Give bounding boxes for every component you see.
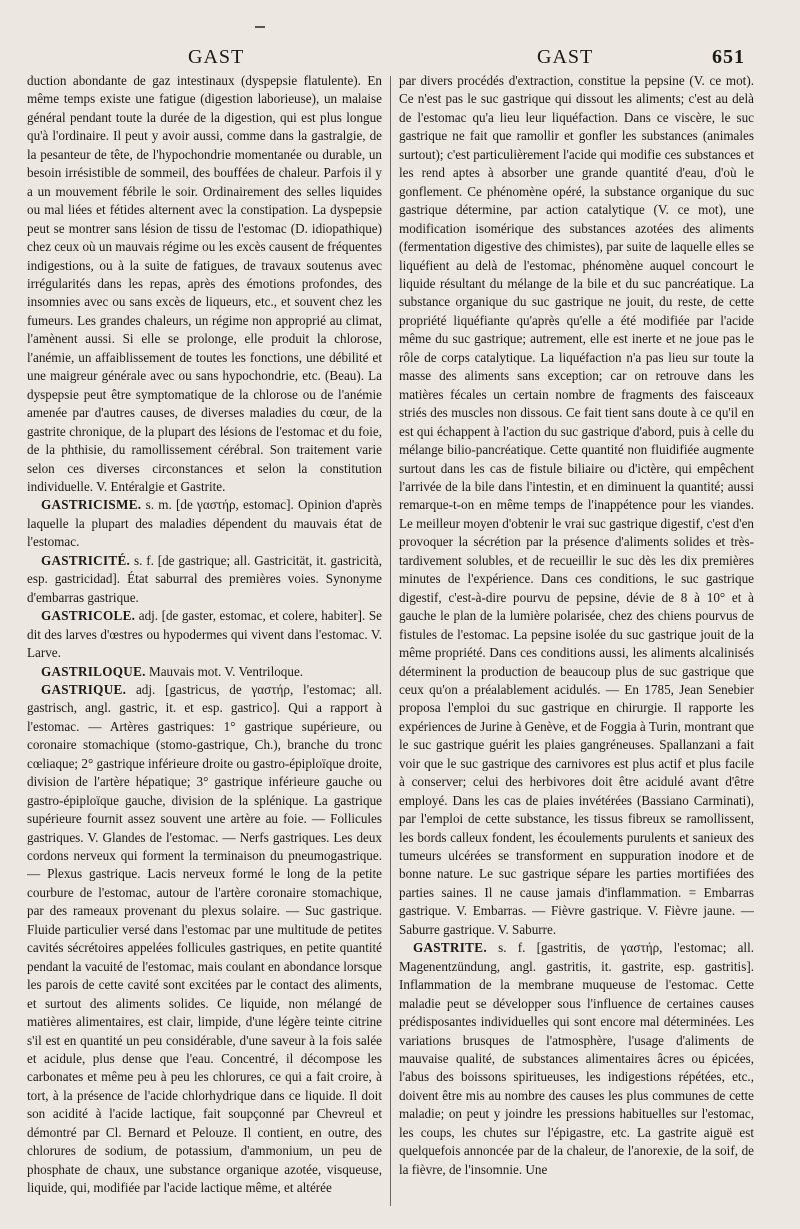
entry-text: par divers procédés d'extraction, constitue la pepsine (V. ce mot). Ce n'est pas le suc gastrique qui dissout les aliments; c'est au delà de l'estomac qu'a lieu leur liquéfaction. Dans ce viscère, le suc gastrique ne fait que ramollir et gonfler les substances (animales surtout); c'est particulièrement l'acide qui modifie ces substances et les rend aptes à absorber une grande quantité d'eau, d'où le gonflement. Ce phénomène opéré, la substance organique du suc gastrique détermine, par action catalytique (V. ce mot), une modification isomérique des substances azotées des aliments (fermentation digestive des chimistes), par suite de laquelle elles se liquéfient au delà de l'estomac, phénomène auquel concourt le liquide résultant du mélange de la bile et du suc pancréatique. La substance organique du suc gastrique ne jouit, du reste, de cette propriété liquéfiante qu'après qu'elle a été modifiée par l'acide même du suc gastrique; autrement, elle est inerte et ne joue pas le rôle de corps catalytique. La liquéfaction n'a pas lieu sur toute la masse des aliments sans exception; car on retrouve dans les matières fécales un certain nombre de fragments des faisceaux striés des muscles non dissous. Ce fait tient sans doute à ce qu'il en est qui échappent à l'action du suc gastrique d'abord, puis à celle du mélange bilio-pancréatique. Cette quantité non fluidifiée augmente surtout dans les cas de fistule biliaire ou d'ictère, qui empêchent l'arrivée de la bile dans l'intestin, et en diminuent la quantité; aussi remarque-t-on en même temps de l'inappétence pour les viandes. Le meilleur moyen d'obtenir le vrai suc gastrique digestif, c'est d'en provoquer la sécrétion par la présence d'aliments solides et très-tardivement solubles, et de recueillir le suc dès les dix premières minutes de l'expérience. Dans ces conditions, le suc gastrique digestif, c'est-à-dire pourvu de pepsine, dévie de 8 à 10° et à gauche le plan de la lumière polarisée, chez des chiens pourvus de fistules de l'estomac. La pepsine isolée du suc gastrique jouit de la même propriété. Dans ces conditions aussi, les aliments alcalinisés déterminent la production de beaucoup plus de suc gastrique que ceux qu'on a préalablement acidulés. — En 1785, Jean Senebier proposa l'emploi du suc gastrique en chirurgie. Il rapporte les expériences de Jurine à Genève, et de Foggia à Turin, montrant que le suc gastrique guérit les plaies gangréneuses. Spallanzani a fait voir que le suc gastrique des carnivores est plus actif et plus facile à conserver; celui des herbivores doit être acidulé avant d'être employé. Dans les cas de plaies invétérées (Bassiano Carminati), par l'emploi de cette substance, les tissus fibreux se ramollissent, les bords calleux fondent, les écoulements purulents et sanieux des tumeurs ulcérées se transforment en suppuration inodore et de bonne nature. Le suc gastrique sépare les parties mortifiées des parties saines. Il ne cause jamais d'inflammation. = Embarras gastrique. V. Embarras. — Fièvre gastrique. V. Fièvre jaune. — Saburre gastrique. V. Saburre.: [399, 73, 754, 937]
entry-text: s. m. [de γαστήρ, estomac]. Opinion d'après laquelle la plupart des maladies dépendent du mauvais état de l'estomac.: [27, 497, 382, 550]
running-head-right: GAST: [537, 46, 594, 68]
column-divider: [390, 76, 391, 1206]
headword: GASTRICITÉ.: [41, 552, 131, 568]
headword: GASTRITE.: [413, 940, 487, 956]
entry-gastricole: [27, 607, 382, 662]
entry-dyspepsie-continuation: [27, 72, 382, 496]
entry-gastriloque: [27, 663, 382, 681]
entry-gastrique-continuation: [399, 72, 754, 939]
entry-gastrite: [399, 939, 754, 1179]
right-column: [399, 72, 754, 1222]
headword: GASTRICISME.: [41, 497, 142, 513]
headword: GASTRILOQUE.: [41, 663, 146, 679]
entry-text: duction abondante de gaz intestinaux (dyspepsie flatulente). En même temps existe une fatigue (digestion laborieuse), un malaise général pendant toute la durée de la digestion, qui est plus longue qu'à l'ordinaire. Il peut y avoir aussi, comme dans la gastralgie, de la pesanteur de tête, de l'hypochondrie momentanée ou durable, un besoin irrésistible de sommeil, des bouffées de chaleur. Parfois il y a un mouvement fébrile le soir. Ordinairement des selles liquides ou mal liées et fétides alternent avec la constipation. La dyspepsie peut se montrer sans lésion de tissu de l'estomac (D. idiopathique) chez ceux où un mauvais régime ou les excès causent de fréquentes indigestions, ou à la suite de fatigues, de travaux soutenus avec irrégularités dans les repas, après des émotions profondes, des insomnies avec ou sans excès de liqueurs, etc., et souvent chez les fumeurs. Les grandes chaleurs, un régime non approprié au climat, l'amènent aussi. Si elle se prolonge, elle produit la chlorose, l'anémie, un affaiblissement de toutes les fonctions, une débilité et une maigreur générale avec ou sans hypochondrie, etc. (Beau). La dyspepsie peut être symptomatique de la chlorose ou de l'anémie amenée par d'autres causes, de diverses maladies du cœur, de la gastrite chronique, de la plupart des lésions de l'estomac et du foie, de la phthisie, du ramollissement cérébral. Son traitement varie selon ces diverses circonstances et selon la constitution individuelle. V. Entéralgie et Gastrite.: [27, 73, 382, 494]
entry-text: Mauvais mot. V. Ventriloque.: [149, 663, 304, 679]
headword: GASTRICOLE.: [41, 608, 136, 624]
running-head: [0, 46, 800, 72]
entry-text: adj. [de gaster, estomac, et colere, habiter]. Se dit des larves d'œstres ou hypodermes qui vivent dans l'estomac. V. Larve.: [27, 608, 382, 661]
page-number: 651: [712, 46, 745, 68]
entry-text: adj. [gastricus, de γαστήρ, l'estomac; all. gastrisch, angl. gastric, it. et esp. gastrico]. Qui a rapport à l'estomac. — Artères gastriques: 1° gastrique supérieure, ou coronaire stomachique (stomo-gastrique, Ch.), branche du tronc cœliaque; 2° gastrique inférieure droite ou gastro-épiploïque droite, division de l'artère hépatique; 3° gastrique inférieure gauche ou gastro-épiploïque gauche, division de la splénique. La gastrique supérieure fournit assez souvent une artère au foie. — Follicules gastriques. V. Glandes de l'estomac. — Nerfs gastriques. Les deux cordons nerveux qui forment la terminaison du pneumogastrique. — Plexus gastrique. Lacis nerveux formé le long de la petite courbure de l'estomac, autour de l'artère coronaire stomachique, par des rameaux provenant du plexus solaire. — Suc gastrique. Fluide particulier versé dans l'estomac par une multitude de petites cavités sécrétoires appelées follicules gastriques, en petite quantité pendant la vacuité de l'estomac, mais coulant en abondance lorsque les parois de cette cavité sont excitées par le contact des aliments, et surtout des aliments solides. Ce liquide, non mélangé de matières alimentaires, est clair, limpide, d'une légère teinte citrine s'il est en quantité un peu considérable, d'une saveur à la fois salée et acidule, plus dense que l'eau. Concentré, il décompose les carbonates et même peu à peu les chlorures, ce qui a fait croire, à tort, à la présence de l'acide chlorhydrique dans ce liquide. Il doit son acidité à l'acide lactique, fait soupçonné par Chevreul et démontré par Cl. Bernard et Pelouze. Il contient, en outre, des chlorures de sodium, de potassium, d'ammonium, un peu de phosphate de chaux, une substance organique azotée, visqueuse, liquide, qui, modifiée par l'acide lactique même, et altérée: [27, 681, 382, 1196]
left-column: [27, 72, 382, 1222]
entry-text: s. f. [de gastrique; all. Gastricität, it. gastricità, esp. gastricidad]. État saburral des premières voies. Synonyme d'embarras gastrique.: [27, 552, 382, 605]
ink-speck: [255, 26, 265, 28]
headword: GASTRIQUE.: [41, 681, 127, 697]
entry-text: s. f. [gastritis, de γαστήρ, l'estomac; all. Magenentzündung, angl. gastritis, it. gastrite, esp. gastritis]. Inflammation de la membrane muqueuse de l'estomac. Cette maladie peut se développer sous l'influence de certaines causes prédisposantes individuelles qui sont encore mal déterminées. Les variations brusques de l'atmosphère, l'usage d'aliments de mauvaise qualité, de substances alimentaires âcres ou épicées, l'abus des boissons spiritueuses, les indigestions répétées, etc., doivent être mis au nombre des causes les plus communes de cette maladie; on peut y joindre les pressions habituelles sur l'estomac, les coups, les chutes sur l'épigastre, etc. La gastrite aiguë est quelquefois annoncée par de la chaleur, de l'anorexie, de la soif, de la fièvre, de l'insomnie. Une: [399, 940, 754, 1177]
entry-gastrique: [27, 681, 382, 1198]
entry-gastricite: [27, 552, 382, 607]
running-head-left: GAST: [188, 46, 245, 68]
entry-gastricisme: [27, 496, 382, 551]
